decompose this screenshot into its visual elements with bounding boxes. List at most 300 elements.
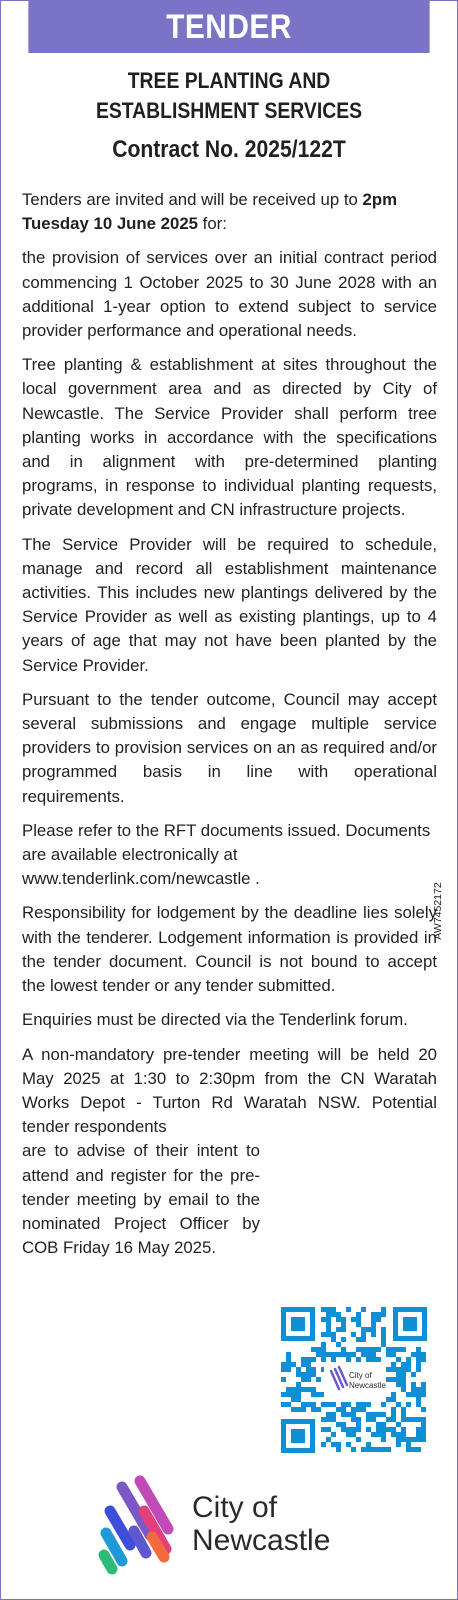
qr-module (376, 1422, 381, 1427)
qr-module (406, 1442, 411, 1447)
qr-module (356, 1337, 361, 1342)
qr-module (316, 1347, 321, 1352)
qr-module (391, 1427, 396, 1432)
tender-body (22, 188, 437, 1260)
qr-module (361, 1407, 366, 1412)
qr-module (326, 1327, 331, 1332)
qr-module (326, 1412, 331, 1417)
qr-module (381, 1312, 386, 1317)
qr-module (306, 1387, 311, 1392)
qr-module (366, 1447, 371, 1452)
qr-module (306, 1357, 311, 1362)
qr-module (341, 1347, 346, 1352)
qr-finder-top-left (281, 1307, 315, 1341)
contract-number: Contract No. 2025/122T (112, 136, 346, 163)
qr-module (361, 1447, 366, 1452)
qr-module (371, 1357, 376, 1362)
qr-module (406, 1357, 411, 1362)
qr-module (286, 1392, 291, 1397)
qr-module (386, 1427, 391, 1432)
qr-module (416, 1367, 421, 1372)
qr-module (421, 1417, 426, 1422)
qr-module (351, 1352, 356, 1357)
qr-module (361, 1332, 366, 1337)
qr-module (396, 1422, 401, 1427)
qr-module (391, 1352, 396, 1357)
qr-module (331, 1402, 336, 1407)
qr-module (381, 1412, 386, 1417)
qr-module (311, 1387, 316, 1392)
qr-module (326, 1417, 331, 1422)
tender-banner: TENDER (28, 1, 429, 53)
qr-module (326, 1427, 331, 1432)
qr-module (296, 1372, 301, 1377)
responsibility-paragraph: Responsibility for lodgement by the deadline lies solely with the tenderer. Lodgement information is provided in the tender document. Council is not bound to accept the lowest tender or any tender submitted. (22, 903, 437, 996)
qr-module (346, 1432, 351, 1437)
qr-module (401, 1372, 406, 1377)
qr-module (311, 1347, 316, 1352)
qr-module (381, 1447, 386, 1452)
qr-module (421, 1352, 426, 1357)
qr-module (416, 1352, 421, 1357)
qr-module (396, 1402, 401, 1407)
qr-module (356, 1347, 361, 1352)
intro-suffix: for: (198, 214, 227, 234)
qr-module (316, 1407, 321, 1412)
qr-module (421, 1427, 426, 1432)
qr-module (336, 1317, 341, 1322)
qr-module (361, 1307, 366, 1312)
qr-module (396, 1377, 401, 1382)
qr-module (331, 1432, 336, 1437)
qr-module (326, 1312, 331, 1317)
qr-module (296, 1367, 301, 1372)
qr-module (401, 1437, 406, 1442)
qr-module (401, 1432, 406, 1437)
qr-module (306, 1402, 311, 1407)
qr-module (326, 1402, 331, 1407)
qr-module (411, 1352, 416, 1357)
qr-module (376, 1347, 381, 1352)
qr-module (376, 1447, 381, 1452)
qr-module (351, 1427, 356, 1432)
qr-module (381, 1427, 386, 1432)
qr-module (311, 1402, 316, 1407)
qr-module (381, 1402, 386, 1407)
qr-module (346, 1402, 351, 1407)
qr-module (296, 1387, 301, 1392)
qr-module (356, 1407, 361, 1412)
qr-module (326, 1322, 331, 1327)
qr-module (386, 1352, 391, 1357)
qr-module (371, 1447, 376, 1452)
qr-module (371, 1352, 376, 1357)
qr-module (396, 1372, 401, 1377)
qr-module (321, 1342, 326, 1347)
qr-module (371, 1432, 376, 1437)
documents-paragraph: Please refer to the RFT documents issued. Documents are available electronically at www.tenderlink.com/newcastle . (22, 820, 431, 889)
qr-module (371, 1417, 376, 1422)
qr-module (391, 1397, 396, 1402)
qr-module (286, 1352, 291, 1357)
qr-module (396, 1357, 401, 1362)
qr-module (421, 1357, 426, 1362)
qr-module (401, 1412, 406, 1417)
city-of-newcastle-logo (96, 1471, 366, 1581)
qr-module (281, 1367, 286, 1372)
qr-module (401, 1377, 406, 1382)
qr-module (401, 1362, 406, 1367)
qr-module (396, 1347, 401, 1352)
qr-module (376, 1412, 381, 1417)
qr-module (406, 1362, 411, 1367)
qr-module (306, 1372, 311, 1377)
qr-module (326, 1332, 331, 1337)
qr-module (421, 1392, 426, 1397)
qr-module (346, 1412, 351, 1417)
qr-module (421, 1382, 426, 1387)
qr-module (291, 1387, 296, 1392)
qr-finder-bottom-left (281, 1419, 315, 1453)
qr-module (336, 1352, 341, 1357)
qr-module (371, 1327, 376, 1332)
qr-module (286, 1402, 291, 1407)
qr-module (376, 1357, 381, 1362)
intro-paragraph (22, 188, 437, 236)
qr-module (416, 1362, 421, 1367)
qr-module (301, 1372, 306, 1377)
qr-module (401, 1382, 406, 1387)
qr-module (306, 1367, 311, 1372)
qr-module (286, 1387, 291, 1392)
qr-module (366, 1352, 371, 1357)
qr-module (371, 1322, 376, 1327)
qr-module (341, 1322, 346, 1327)
qr-module (391, 1407, 396, 1412)
qr-module (391, 1417, 396, 1422)
qr-module (361, 1402, 366, 1407)
planting-paragraph: Tree planting & establishment at sites throughout the local government area and as directed by City of Newcastle. The Service Provider shall perform tree planting works in accordance with the specifications and in alignment with pre-determined planting programs, in response to individual planting requests, private development and CN infrastructure projects. (22, 355, 437, 520)
qr-module (341, 1427, 346, 1432)
qr-module (321, 1347, 326, 1352)
qr-module (336, 1312, 341, 1317)
qr-module (321, 1442, 326, 1447)
qr-module (321, 1427, 326, 1432)
qr-module (411, 1387, 416, 1392)
qr-module (391, 1362, 396, 1367)
qr-module (381, 1307, 386, 1312)
qr-module (341, 1327, 346, 1332)
qr-module (311, 1357, 316, 1362)
title-line-2: ESTABLISHMENT SERVICES (95, 98, 363, 123)
qr-module (331, 1312, 336, 1317)
qr-module (371, 1347, 376, 1352)
qr-code[interactable] (279, 1305, 429, 1455)
qr-module (321, 1352, 326, 1357)
logo-line-2: Newcastle (192, 1524, 331, 1557)
qr-module (351, 1417, 356, 1422)
qr-module (396, 1442, 401, 1447)
qr-module (386, 1417, 391, 1422)
meeting-text-narrow: are to advise of their intent to attend and register for the pre-tender meeting by email to the nominated Project Officer by COB Friday 16 May 2025. (22, 1141, 260, 1258)
qr-module (411, 1437, 416, 1442)
ad-reference-number (428, 876, 448, 946)
qr-module (381, 1437, 386, 1442)
qr-module (381, 1327, 386, 1332)
qr-module (346, 1427, 351, 1432)
qr-module (416, 1447, 421, 1452)
qr-module (301, 1407, 306, 1412)
qr-module (286, 1357, 291, 1362)
qr-module (356, 1417, 361, 1422)
qr-module (331, 1332, 336, 1337)
qr-module (366, 1347, 371, 1352)
qr-module (321, 1332, 326, 1337)
qr-module (351, 1412, 356, 1417)
qr-module (366, 1427, 371, 1432)
scope-paragraph: the provision of services over an initial contract period commencing 1 October 2025 to 30 June 2028 with an additional 1-year option to extend subject to service provider performance and operational needs. (22, 248, 437, 341)
qr-module (316, 1377, 321, 1382)
qr-module (296, 1382, 301, 1387)
qr-module (396, 1437, 401, 1442)
qr-module (336, 1342, 341, 1347)
qr-module (296, 1397, 301, 1402)
qr-module (421, 1432, 426, 1437)
qr-module (351, 1447, 356, 1452)
qr-module (336, 1442, 341, 1447)
closing-deadline: 2pm Tuesday 10 June 2025 (22, 190, 398, 234)
qr-module (401, 1367, 406, 1372)
qr-module (296, 1392, 301, 1397)
qr-module (286, 1362, 291, 1367)
qr-module (401, 1387, 406, 1392)
qr-module (381, 1342, 386, 1347)
meeting-text-full: A non-mandatory pre-tender meeting will be held 20 May 2025 at 1:30 to 2:30pm from the CN Waratah Works Depot - Turton Rd Waratah NSW. Potential tender respondents (22, 1044, 437, 1137)
qr-module (351, 1317, 356, 1322)
qr-module (421, 1407, 426, 1412)
qr-module (291, 1362, 296, 1367)
logo-wordmark (192, 1491, 330, 1557)
qr-module (291, 1397, 296, 1402)
qr-module (306, 1362, 311, 1367)
qr-module (356, 1357, 361, 1362)
qr-module (356, 1402, 361, 1407)
qr-module (351, 1407, 356, 1412)
qr-module (381, 1432, 386, 1437)
qr-module (316, 1352, 321, 1357)
qr-module (406, 1392, 411, 1397)
qr-module (416, 1387, 421, 1392)
maintenance-paragraph: The Service Provider will be required to schedule, manage and record all establishment maintenance activities. This includes new plantings delivered by the Service Provider as well as existing plantings, up to 4 years of age that may not have been planted by the Service Provider. (22, 534, 437, 675)
qr-module (286, 1367, 291, 1372)
qr-module (401, 1347, 406, 1352)
qr-module (356, 1427, 361, 1432)
qr-module (351, 1332, 356, 1337)
qr-module (291, 1407, 296, 1412)
qr-module (386, 1377, 391, 1382)
qr-module (376, 1432, 381, 1437)
qr-module (346, 1357, 351, 1362)
qr-module (366, 1417, 371, 1422)
qr-module (386, 1447, 391, 1452)
qr-module (336, 1422, 341, 1427)
qr-module (346, 1307, 351, 1312)
ad-reference-text: AW7452172 (432, 882, 444, 940)
qr-module (401, 1407, 406, 1412)
qr-module (371, 1332, 376, 1337)
qr-module (386, 1367, 391, 1372)
qr-module (331, 1307, 336, 1312)
qr-module (321, 1307, 326, 1312)
qr-module (331, 1442, 336, 1447)
qr-module (411, 1417, 416, 1422)
qr-module (376, 1312, 381, 1317)
qr-module (311, 1392, 316, 1397)
qr-center-badge (324, 1363, 386, 1397)
qr-module (416, 1437, 421, 1442)
qr-module (391, 1392, 396, 1397)
qr-module (351, 1432, 356, 1437)
qr-module (366, 1442, 371, 1447)
qr-module (361, 1347, 366, 1352)
qr-module (416, 1357, 421, 1362)
qr-module (396, 1432, 401, 1437)
qr-module (301, 1387, 306, 1392)
qr-module (311, 1367, 316, 1372)
qr-module (331, 1417, 336, 1422)
qr-module (301, 1402, 306, 1407)
qr-module (376, 1427, 381, 1432)
qr-module (366, 1357, 371, 1362)
qr-module (411, 1372, 416, 1377)
qr-module (361, 1352, 366, 1357)
qr-module (406, 1417, 411, 1422)
qr-module (301, 1362, 306, 1367)
qr-module (356, 1312, 361, 1317)
qr-module (386, 1347, 391, 1352)
qr-module (391, 1347, 396, 1352)
qr-module (411, 1447, 416, 1452)
qr-module (336, 1407, 341, 1412)
qr-module (391, 1432, 396, 1437)
qr-module (366, 1412, 371, 1417)
qr-module (296, 1407, 301, 1412)
newcastle-logo-mark-icon (96, 1471, 180, 1581)
qr-module (386, 1397, 391, 1402)
qr-module (281, 1377, 286, 1382)
qr-module (416, 1392, 421, 1397)
qr-module (366, 1402, 371, 1407)
qr-module (326, 1317, 331, 1322)
title-line-1: TREE PLANTING AND (127, 68, 331, 93)
qr-module (416, 1402, 421, 1407)
qr-module (321, 1357, 326, 1362)
qr-module (411, 1382, 416, 1387)
enquiries-paragraph: Enquiries must be directed via the Tenderlink forum. (22, 1010, 408, 1030)
qr-module (376, 1317, 381, 1322)
qr-module (396, 1382, 401, 1387)
qr-module (331, 1352, 336, 1357)
qr-finder-top-right (393, 1307, 427, 1341)
qr-badge-line-1: City of (349, 1371, 372, 1380)
intro-text: Tenders are invited and will be received up to (22, 190, 358, 209)
qr-module (281, 1402, 286, 1407)
qr-module (361, 1337, 366, 1342)
qr-module (326, 1437, 331, 1442)
qr-module (326, 1352, 331, 1357)
qr-module (401, 1417, 406, 1422)
qr-module (406, 1447, 411, 1452)
qr-module (381, 1337, 386, 1342)
qr-module (311, 1407, 316, 1412)
qr-module (421, 1422, 426, 1427)
meeting-paragraph (22, 1043, 437, 1261)
qr-module (381, 1332, 386, 1337)
qr-module (421, 1387, 426, 1392)
qr-module (336, 1447, 341, 1452)
qr-module (391, 1377, 396, 1382)
qr-module (391, 1412, 396, 1417)
qr-module (346, 1442, 351, 1447)
outcome-paragraph: Pursuant to the tender outcome, Council may accept several submissions and engage multiple service providers to provision services on an as required and/or programmed basis in line with operational requirements. (22, 689, 437, 806)
qr-module (356, 1317, 361, 1322)
qr-module (301, 1357, 306, 1362)
qr-module (341, 1402, 346, 1407)
qr-module (356, 1422, 361, 1427)
qr-module (321, 1317, 326, 1322)
qr-module (341, 1317, 346, 1322)
qr-module (381, 1422, 386, 1427)
qr-module (416, 1397, 421, 1402)
qr-module (341, 1337, 346, 1342)
qr-module (301, 1377, 306, 1382)
qr-module (406, 1437, 411, 1442)
qr-module (326, 1307, 331, 1312)
qr-module (316, 1392, 321, 1397)
qr-module (406, 1402, 411, 1407)
qr-module (391, 1367, 396, 1372)
qr-module (341, 1352, 346, 1357)
qr-module (341, 1412, 346, 1417)
qr-module (356, 1437, 361, 1442)
qr-module (306, 1377, 311, 1382)
qr-module (321, 1417, 326, 1422)
qr-module (371, 1412, 376, 1417)
qr-module (371, 1312, 376, 1317)
qr-module (416, 1427, 421, 1432)
qr-module (401, 1427, 406, 1432)
qr-module (331, 1412, 336, 1417)
qr-module (396, 1367, 401, 1372)
qr-module (416, 1347, 421, 1352)
qr-module (281, 1392, 286, 1397)
qr-module (331, 1337, 336, 1342)
qr-module (421, 1437, 426, 1442)
qr-module (361, 1327, 366, 1332)
qr-module (406, 1367, 411, 1372)
qr-module (281, 1362, 286, 1367)
qr-badge-line-2: Newcastle (349, 1381, 386, 1390)
qr-module (356, 1322, 361, 1327)
qr-module (346, 1352, 351, 1357)
qr-module (336, 1327, 341, 1332)
qr-module (331, 1357, 336, 1362)
qr-module (371, 1317, 376, 1322)
qr-module (291, 1392, 296, 1397)
qr-module (311, 1372, 316, 1377)
qr-module (341, 1407, 346, 1412)
tender-title (28, 66, 429, 126)
